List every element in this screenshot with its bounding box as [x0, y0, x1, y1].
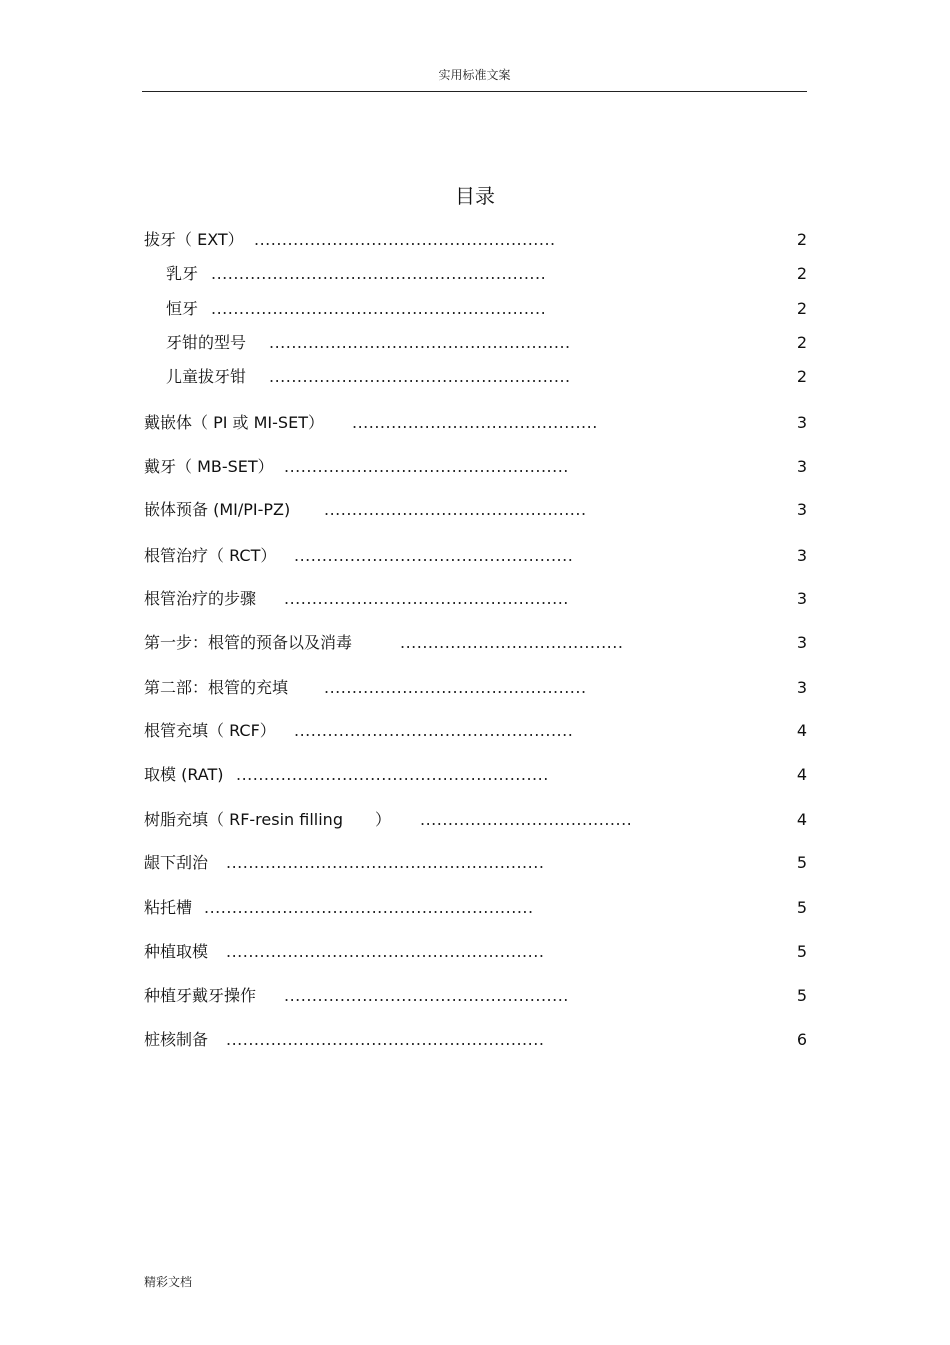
toc-entry-rct-steps[interactable] [144, 588, 807, 610]
toc-entry-rat[interactable] [144, 764, 807, 786]
toc-leader-dots: .................................................. [294, 721, 574, 740]
toc-leader-dots: ............................................... [324, 500, 587, 519]
toc-page-number: 2 [796, 333, 807, 352]
toc-page-number: 2 [796, 299, 807, 318]
toc-leader-dots: ......................................................... [226, 853, 545, 872]
toc-page-number: 2 [796, 264, 807, 283]
toc-leader-dots: ........................................ [400, 633, 624, 652]
toc-page-number: 3 [796, 678, 807, 697]
toc-entry-rcf[interactable] [144, 720, 807, 742]
toc-entry-label: 树脂充填（ RF-resin filling ） [144, 810, 391, 829]
toc-leader-dots: ......................................................... [226, 942, 545, 961]
toc-leader-dots: ............................................... [324, 678, 587, 697]
toc-leader-dots: ................................................... [284, 589, 569, 608]
toc-page-number: 3 [796, 457, 807, 476]
toc-entry-label: 戴牙（ MB-SET） [144, 457, 274, 476]
page-footer: 精彩文档 [144, 1275, 193, 1289]
toc-leader-dots: ...................................................... [269, 333, 571, 352]
toc-entry-label: 根管治疗（ RCT） [144, 546, 277, 565]
toc-entry-mb-set[interactable] [144, 456, 807, 478]
toc-entry-label: 种植取模 [144, 942, 209, 961]
toc-page-number: 3 [796, 500, 807, 519]
toc-entry-label: 拔牙（ EXT） [144, 230, 244, 249]
toc-entry-implant-impression[interactable] [144, 941, 807, 963]
toc-page-number: 4 [796, 721, 807, 740]
toc-entry-label: 取模 (RAT) [144, 765, 224, 784]
toc-entry-label: 粘托槽 [144, 898, 193, 917]
toc-entry-step-one[interactable] [144, 632, 807, 654]
toc-page-number: 5 [796, 986, 807, 1005]
toc-page-number: 3 [796, 413, 807, 432]
toc-leader-dots: .................................................. [294, 546, 574, 565]
toc-entry-label: 乳牙 [166, 264, 199, 283]
toc-entry-label: 牙钳的型号 [166, 333, 247, 352]
toc-entry-forceps-models[interactable] [166, 332, 807, 354]
toc-page-number: 3 [796, 589, 807, 608]
toc-leader-dots: ...................................... [420, 810, 633, 829]
toc-leader-dots: ............................................ [352, 413, 598, 432]
toc-leader-dots: ......................................................... [226, 1030, 545, 1049]
toc-page-number: 5 [796, 853, 807, 872]
toc-entry-label: 戴嵌体（ PI 或 MI-SET） [144, 413, 324, 432]
page-header: 实用标准文案 [438, 68, 511, 82]
toc-page-number: 2 [796, 230, 807, 249]
toc-title: 目录 [455, 184, 495, 208]
toc-entry-extraction[interactable] [144, 229, 807, 251]
toc-leader-dots: ................................................... [284, 986, 569, 1005]
toc-entry-label: 恒牙 [166, 299, 199, 318]
toc-entry-label: 第一步：根管的预备以及消毒 [144, 633, 353, 652]
toc-leader-dots: ...................................................... [269, 367, 571, 386]
toc-entry-inlay-prep[interactable] [144, 499, 807, 521]
toc-page-number: 3 [796, 633, 807, 652]
toc-entry-label: 第二部：根管的充填 [144, 678, 289, 697]
toc-entry-rct[interactable] [144, 545, 807, 567]
toc-entry-subgingival-scaling[interactable] [144, 852, 807, 874]
toc-entry-label: 种植牙戴牙操作 [144, 986, 257, 1005]
toc-entry-post-core[interactable] [144, 1029, 807, 1051]
toc-entry-label: 根管治疗的步骤 [144, 589, 257, 608]
toc-entry-permanent-teeth[interactable] [166, 298, 807, 320]
toc-page-number: 4 [796, 765, 807, 784]
toc-entry-step-two[interactable] [144, 677, 807, 699]
toc-entry-child-forceps[interactable] [166, 366, 807, 388]
toc-entry-label: 儿童拔牙钳 [166, 367, 247, 386]
toc-entry-bracket-bonding[interactable] [144, 897, 807, 919]
toc-leader-dots: ............................................................ [211, 264, 547, 283]
toc-page-number: 2 [796, 367, 807, 386]
toc-leader-dots: ...................................................... [254, 230, 556, 249]
toc-entry-label: 根管充填（ RCF） [144, 721, 276, 740]
toc-entry-label: 桩核制备 [144, 1030, 209, 1049]
toc-page-number: 6 [796, 1030, 807, 1049]
toc-page-number: 5 [796, 898, 807, 917]
toc-entry-primary-teeth[interactable] [166, 263, 807, 285]
toc-page-number: 3 [796, 546, 807, 565]
toc-entry-label: 龈下刮治 [144, 853, 209, 872]
toc-entry-inlay-set[interactable] [144, 412, 807, 434]
toc-leader-dots: ............................................................ [211, 299, 547, 318]
toc-page-number: 4 [796, 810, 807, 829]
toc-entry-resin-filling[interactable] [144, 809, 807, 831]
header-divider [142, 91, 807, 92]
toc-entry-label: 嵌体预备 (MI/PI-PZ) [144, 500, 291, 519]
toc-entry-implant-crown[interactable] [144, 985, 807, 1007]
toc-leader-dots: ........................................................... [204, 898, 534, 917]
toc-page-number: 5 [796, 942, 807, 961]
toc-leader-dots: ................................................... [284, 457, 569, 476]
toc-leader-dots: ........................................................ [236, 765, 549, 784]
